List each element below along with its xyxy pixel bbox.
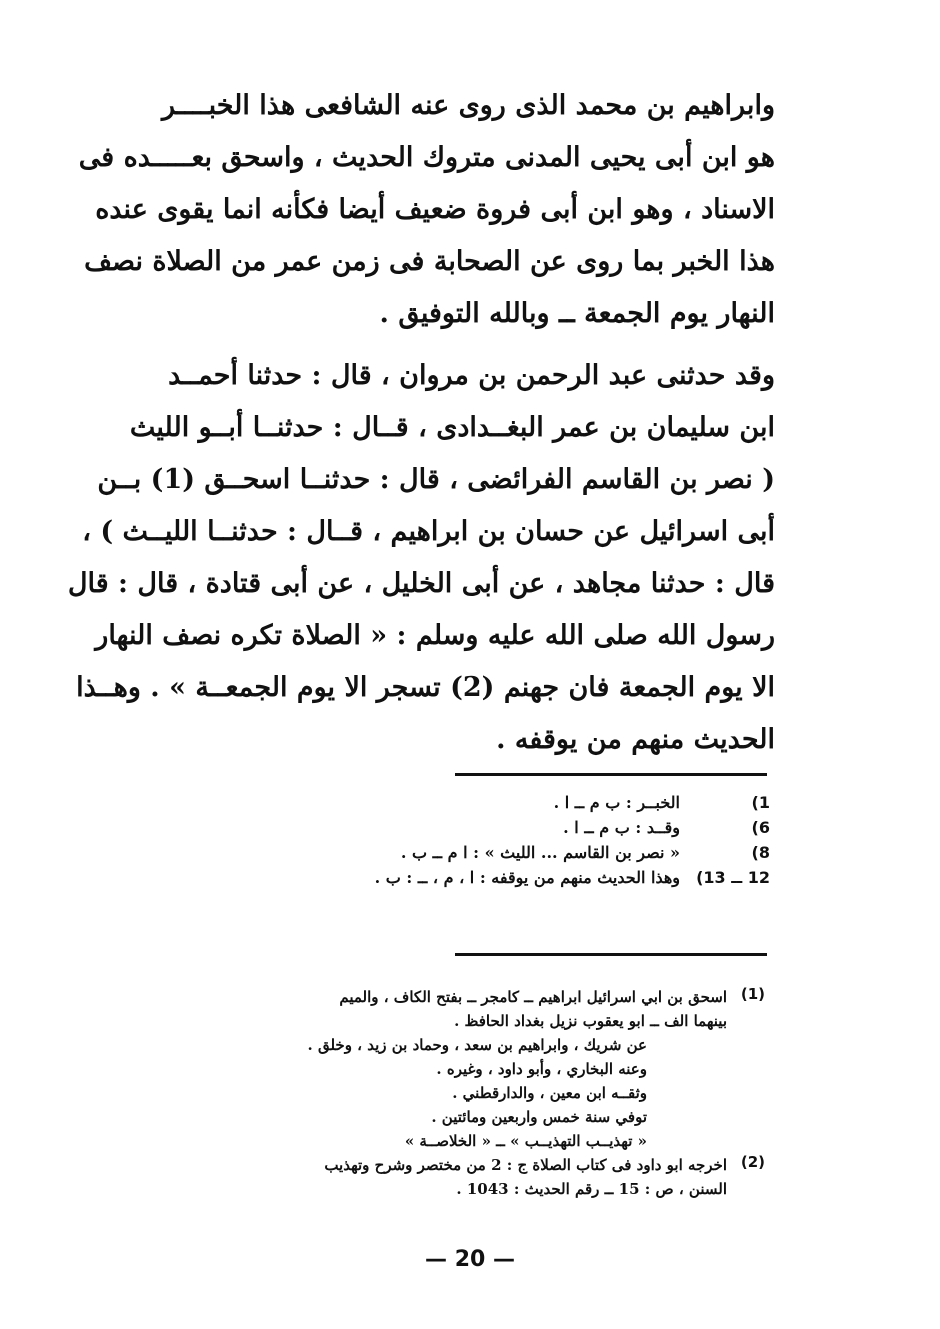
variant-text: الخبــر : ب م ــ ا .	[553, 793, 680, 812]
footnotes-separator	[455, 953, 767, 956]
footnote-line: « تهذيــب التهذيــب » ــ « الخلاصــة »	[404, 1132, 647, 1150]
variant-row	[200, 790, 770, 815]
text-line: هو ابن أبى يحيى المدنى متروك الحديث ، واسحق بعـــــده فى	[78, 142, 775, 173]
variant-row	[200, 840, 770, 865]
footnote-line: وعنه البخاري ، وأبو داود ، وغيره .	[436, 1060, 647, 1078]
footnotes	[100, 985, 765, 1201]
text-line: ابن سليمان بن عمر البغــدادى ، قــال : حدثنــا أبــو الليث	[129, 412, 775, 443]
footnote-number: (1)	[740, 985, 765, 1003]
text-line: قال : حدثنا مجاهد ، عن أبى الخليل ، عن أبى قتادة ، قال : قال	[67, 568, 775, 599]
text-line: الاسناد ، وهو ابن أبى فروة ضعيف أيضا فكأنه انما يقوى عنده	[95, 194, 775, 225]
footnote-line: عن شريك ، وابراهيم بن سعد ، وحماد بن زيد ، وخلق .	[307, 1036, 647, 1054]
footnote-line: اسحق بن ابي اسرائيل ابراهيم ــ كامجر ــ بفتح الكاف ، والميم	[339, 988, 727, 1006]
text-line: النهار يوم الجمعة ــ وبالله التوفيق .	[379, 298, 775, 329]
footnote-2	[100, 1153, 765, 1201]
variant-line-number: 12 ــ 13)	[696, 868, 770, 887]
variant-text: وقــد : ب م ــ ا .	[563, 818, 680, 837]
main-paragraph-1	[78, 80, 775, 340]
text-line: هذا الخبر بما روى عن الصحابة فى زمن عمر من الصلاة نصف	[84, 246, 775, 277]
variant-line-number: 8)	[751, 843, 770, 862]
variants-separator	[455, 773, 767, 776]
footnote-1	[100, 985, 765, 1153]
text-line: الا يوم الجمعة فان جهنم (2) تسجر الا يوم الجمعــة » . وهــذا	[76, 672, 775, 703]
variant-text: « نصر بن القاسم ... الليث » : ا م ــ ب .	[400, 843, 680, 862]
footnote-line: بينهما الف ــ ابو يعقوب نزيل بغداد الحافظ .	[454, 1012, 727, 1030]
variant-line-number: 1)	[751, 793, 770, 812]
footnote-line: السنن ، ص : 15 ــ رقم الحديث : 1043 .	[456, 1180, 727, 1198]
footnote-body	[100, 985, 727, 1153]
variant-text: وهذا الحديث منهم من يوقفه : ا ، م ، ــ : ب .	[374, 868, 680, 887]
variant-row	[200, 865, 770, 890]
variant-row	[200, 815, 770, 840]
footnote-line: وثقــه ابن معين ، والدارقطني .	[452, 1084, 647, 1102]
footnote-body	[100, 1153, 727, 1201]
page-number: — 20 —	[425, 1247, 515, 1272]
text-line: رسول الله صلى الله عليه وسلم : « الصلاة تكره نصف النهار	[95, 620, 775, 651]
footnote-line: اخرجه ابو داود فى كتاب الصلاة ج : 2 من مختصر وشرح وتهذيب	[324, 1156, 727, 1174]
variant-line-number: 6)	[751, 818, 770, 837]
variant-readings	[200, 790, 770, 890]
footnote-number: (2)	[740, 1153, 765, 1171]
main-paragraph-2	[67, 350, 775, 766]
text-line: ( نصر بن القاسم الفرائضى ، قال : حدثنــا اسحــق (1) بــن	[97, 464, 775, 495]
text-line: الحديث منهم من يوقفه .	[496, 724, 775, 755]
text-line: أبى اسرائيل عن حسان بن ابراهيم ، قــال : حدثنــا الليــث ) ،	[82, 516, 775, 547]
text-line: وابراهيم بن محمد الذى روى عنه الشافعى هذا الخبــــر	[162, 90, 775, 121]
text-line: وقد حدثنى عبد الرحمن بن مروان ، قال : حدثنا أحمــد	[168, 360, 775, 391]
footnote-line: توفي سنة خمس واربعين ومائتين .	[431, 1108, 647, 1126]
